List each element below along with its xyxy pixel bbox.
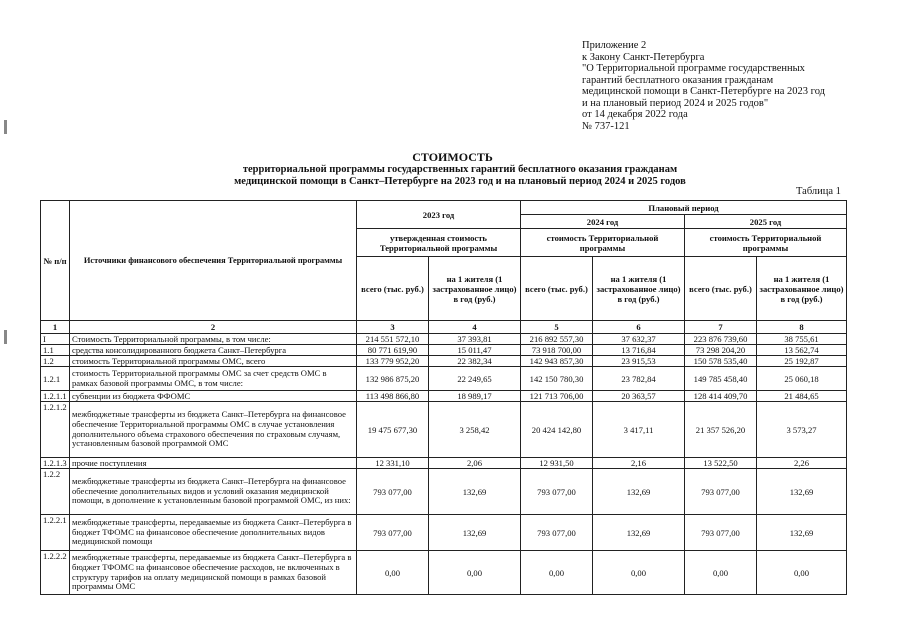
row-num: 1.2	[41, 356, 70, 367]
column-index: 6	[593, 321, 685, 334]
scan-margin-mark	[4, 330, 7, 344]
column-index: 7	[685, 321, 757, 334]
header-2025: 2025 год	[685, 215, 847, 229]
row-num: 1.1	[41, 345, 70, 356]
header-total: всего (тыс. руб.)	[521, 257, 593, 321]
cell-total-2025: 13 522,50	[685, 458, 757, 469]
appendix-line: медицинской помощи в Санкт-Петербурге на 2023 год	[582, 86, 826, 97]
cell-total-2025: 0,00	[685, 551, 757, 595]
cell-per-capita-2024: 132,69	[593, 469, 685, 515]
cell-total-2023: 214 551 572,10	[357, 334, 429, 345]
row-source: стоимость Территориальной программы ОМС за счет средств ОМС в рамках базовой программы ОМС, в том числе:	[70, 367, 357, 391]
cell-total-2023: 19 475 677,30	[357, 402, 429, 458]
row-num: 1.2.1	[41, 367, 70, 391]
cell-per-capita-2023: 15 011,47	[429, 345, 521, 356]
row-num: 1.2.1.2	[41, 402, 70, 458]
header-2023: 2023 год	[357, 201, 521, 229]
cell-total-2024: 216 892 557,30	[521, 334, 593, 345]
row-source: стоимость Территориальной программы ОМС, всего	[70, 356, 357, 367]
header-num: № п/п	[41, 201, 70, 321]
table-row	[41, 515, 847, 551]
row-num: 1.2.2	[41, 469, 70, 515]
header-planned: Плановый период	[521, 201, 847, 215]
table-row	[41, 469, 847, 515]
appendix-line: "О Территориальной программе государственных	[582, 63, 805, 74]
row-num: 1.2.2.2	[41, 551, 70, 595]
column-index: 3	[357, 321, 429, 334]
cell-per-capita-2023: 18 989,17	[429, 391, 521, 402]
cell-total-2025: 128 414 409,70	[685, 391, 757, 402]
row-source: межбюджетные трансферты, передаваемые из бюджета Санкт–Петербурга в бюджет ТФОМС на финансовое обеспечение расходов, не включенных в структуру тарифов на оплату медицинской помощи в рамках базовой программы ОМС	[70, 551, 357, 595]
cell-total-2024: 73 918 700,00	[521, 345, 593, 356]
row-num: I	[41, 334, 70, 345]
row-source: Стоимость Территориальной программы, в том числе:	[70, 334, 357, 345]
cell-per-capita-2024: 23 915,53	[593, 356, 685, 367]
cell-total-2024: 0,00	[521, 551, 593, 595]
cell-per-capita-2023: 3 258,42	[429, 402, 521, 458]
cell-per-capita-2024: 23 782,84	[593, 367, 685, 391]
table-row	[41, 551, 847, 595]
header-total: всего (тыс. руб.)	[357, 257, 429, 321]
header-source: Источники финансового обеспечения Территориальной программы	[70, 201, 357, 321]
header-total: всего (тыс. руб.)	[685, 257, 757, 321]
row-source: прочие поступления	[70, 458, 357, 469]
cell-total-2024: 20 424 142,80	[521, 402, 593, 458]
column-index: 2	[70, 321, 357, 334]
cell-total-2023: 12 331,10	[357, 458, 429, 469]
table-row	[41, 345, 847, 356]
cell-per-capita-2024: 13 716,84	[593, 345, 685, 356]
cell-total-2025: 223 876 739,60	[685, 334, 757, 345]
cell-total-2024: 121 713 706,00	[521, 391, 593, 402]
cell-total-2024: 793 077,00	[521, 515, 593, 551]
document-title: СТОИМОСТЬ	[412, 150, 493, 164]
subtitle-line: территориальной программы государственных гарантий бесплатного оказания гражданам	[242, 164, 678, 175]
cell-per-capita-2025: 0,00	[757, 551, 847, 595]
cell-per-capita-2024: 37 632,37	[593, 334, 685, 345]
row-num: 1.2.2.1	[41, 515, 70, 551]
header-cost-2025: стоимость Территориальной программы	[685, 229, 847, 257]
appendix-line: и на плановый период 2024 и 2025 годов"	[582, 97, 769, 109]
appendix-line: к Закону Санкт-Петербурга	[582, 51, 705, 63]
header-per-capita: на 1 жителя (1 застрахованное лицо) в год (руб.)	[757, 257, 847, 321]
cell-total-2024: 142 150 780,30	[521, 367, 593, 391]
cell-total-2025: 149 785 458,40	[685, 367, 757, 391]
table-label: Таблица 1	[796, 186, 841, 197]
cell-total-2024: 12 931,50	[521, 458, 593, 469]
cell-per-capita-2023: 2,06	[429, 458, 521, 469]
cell-per-capita-2024: 20 363,57	[593, 391, 685, 402]
header-per-capita: на 1 жителя (1 застрахованное лицо) в год (руб.)	[593, 257, 685, 321]
scan-margin-mark	[4, 120, 7, 134]
row-source: субвенции из бюджета ФФОМС	[70, 391, 357, 402]
cell-per-capita-2023: 37 393,81	[429, 334, 521, 345]
cell-total-2023: 793 077,00	[357, 515, 429, 551]
cell-per-capita-2025: 3 573,27	[757, 402, 847, 458]
cell-total-2023: 793 077,00	[357, 469, 429, 515]
column-index: 4	[429, 321, 521, 334]
cell-total-2025: 150 578 535,40	[685, 356, 757, 367]
column-index: 8	[757, 321, 847, 334]
header-approved-cost: утвержденная стоимость Территориальной программы	[357, 229, 521, 257]
cell-total-2024: 793 077,00	[521, 469, 593, 515]
cell-per-capita-2025: 25 060,18	[757, 367, 847, 391]
cell-per-capita-2025: 132,69	[757, 515, 847, 551]
cell-total-2025: 73 298 204,20	[685, 345, 757, 356]
cell-per-capita-2023: 0,00	[429, 551, 521, 595]
header-cost-2024: стоимость Территориальной программы	[521, 229, 685, 257]
column-index-row	[41, 321, 847, 334]
row-source: средства консолидированного бюджета Санкт–Петербурга	[70, 345, 357, 356]
cell-total-2023: 132 986 875,20	[357, 367, 429, 391]
column-index: 5	[521, 321, 593, 334]
header-per-capita: на 1 жителя (1 застрахованное лицо) в год (руб.)	[429, 257, 521, 321]
table-row	[41, 334, 847, 345]
cell-per-capita-2025: 38 755,61	[757, 334, 847, 345]
appendix-line: № 737-121	[582, 120, 630, 132]
cell-total-2024: 142 943 857,30	[521, 356, 593, 367]
cell-per-capita-2025: 132,69	[757, 469, 847, 515]
cell-per-capita-2025: 21 484,65	[757, 391, 847, 402]
cell-per-capita-2024: 2,16	[593, 458, 685, 469]
appendix-block	[582, 40, 825, 132]
subtitle-line: медицинской помощи в Санкт–Петербурге на 2023 год и на плановый период 2024 и 2025 годов	[234, 176, 686, 187]
row-num: 1.2.1.1	[41, 391, 70, 402]
cell-total-2025: 793 077,00	[685, 469, 757, 515]
cell-total-2023: 133 779 952,20	[357, 356, 429, 367]
table-row	[41, 391, 847, 402]
cell-per-capita-2023: 132,69	[429, 469, 521, 515]
table-row	[41, 356, 847, 367]
cell-per-capita-2023: 132,69	[429, 515, 521, 551]
cell-per-capita-2024: 3 417,11	[593, 402, 685, 458]
cell-per-capita-2025: 13 562,74	[757, 345, 847, 356]
appendix-line: Приложение 2	[582, 40, 647, 51]
table-row	[41, 367, 847, 391]
cell-total-2025: 21 357 526,20	[685, 402, 757, 458]
table-row	[41, 458, 847, 469]
cell-total-2025: 793 077,00	[685, 515, 757, 551]
cell-per-capita-2024: 132,69	[593, 515, 685, 551]
cell-total-2023: 80 771 619,90	[357, 345, 429, 356]
cell-per-capita-2024: 0,00	[593, 551, 685, 595]
cell-per-capita-2023: 22 249,65	[429, 367, 521, 391]
header-2024: 2024 год	[521, 215, 685, 229]
row-source: межбюджетные трансферты из бюджета Санкт–Петербурга на финансовое обеспечение дополнительных видов и условий оказания медицинской помощи, в дополнение к установленным базовой программой ОМС, из них:	[70, 469, 357, 515]
row-num: 1.2.1.3	[41, 458, 70, 469]
appendix-line: гарантий бесплатного оказания гражданам	[582, 74, 774, 86]
cell-per-capita-2023: 22 382,34	[429, 356, 521, 367]
cost-table	[40, 200, 847, 595]
row-source: межбюджетные трансферты из бюджета Санкт–Петербурга на финансовое обеспечение Территориальной программы ОМС в случае установления дополнительного объема страхового обеспечения по страховым случаям, установленным базовой программой ОМС	[70, 402, 357, 458]
document-subtitle	[150, 164, 770, 188]
cell-per-capita-2025: 2,26	[757, 458, 847, 469]
row-source: межбюджетные трансферты, передаваемые из бюджета Санкт–Петербурга в бюджет ТФОМС на финансовое обеспечение дополнительных видов медицинской помощи	[70, 515, 357, 551]
table-row	[41, 402, 847, 458]
column-index: 1	[41, 321, 70, 334]
cell-total-2023: 113 498 866,80	[357, 391, 429, 402]
appendix-line: от 14 декабря 2022 года	[582, 109, 688, 120]
cell-per-capita-2025: 25 192,87	[757, 356, 847, 367]
cell-total-2023: 0,00	[357, 551, 429, 595]
